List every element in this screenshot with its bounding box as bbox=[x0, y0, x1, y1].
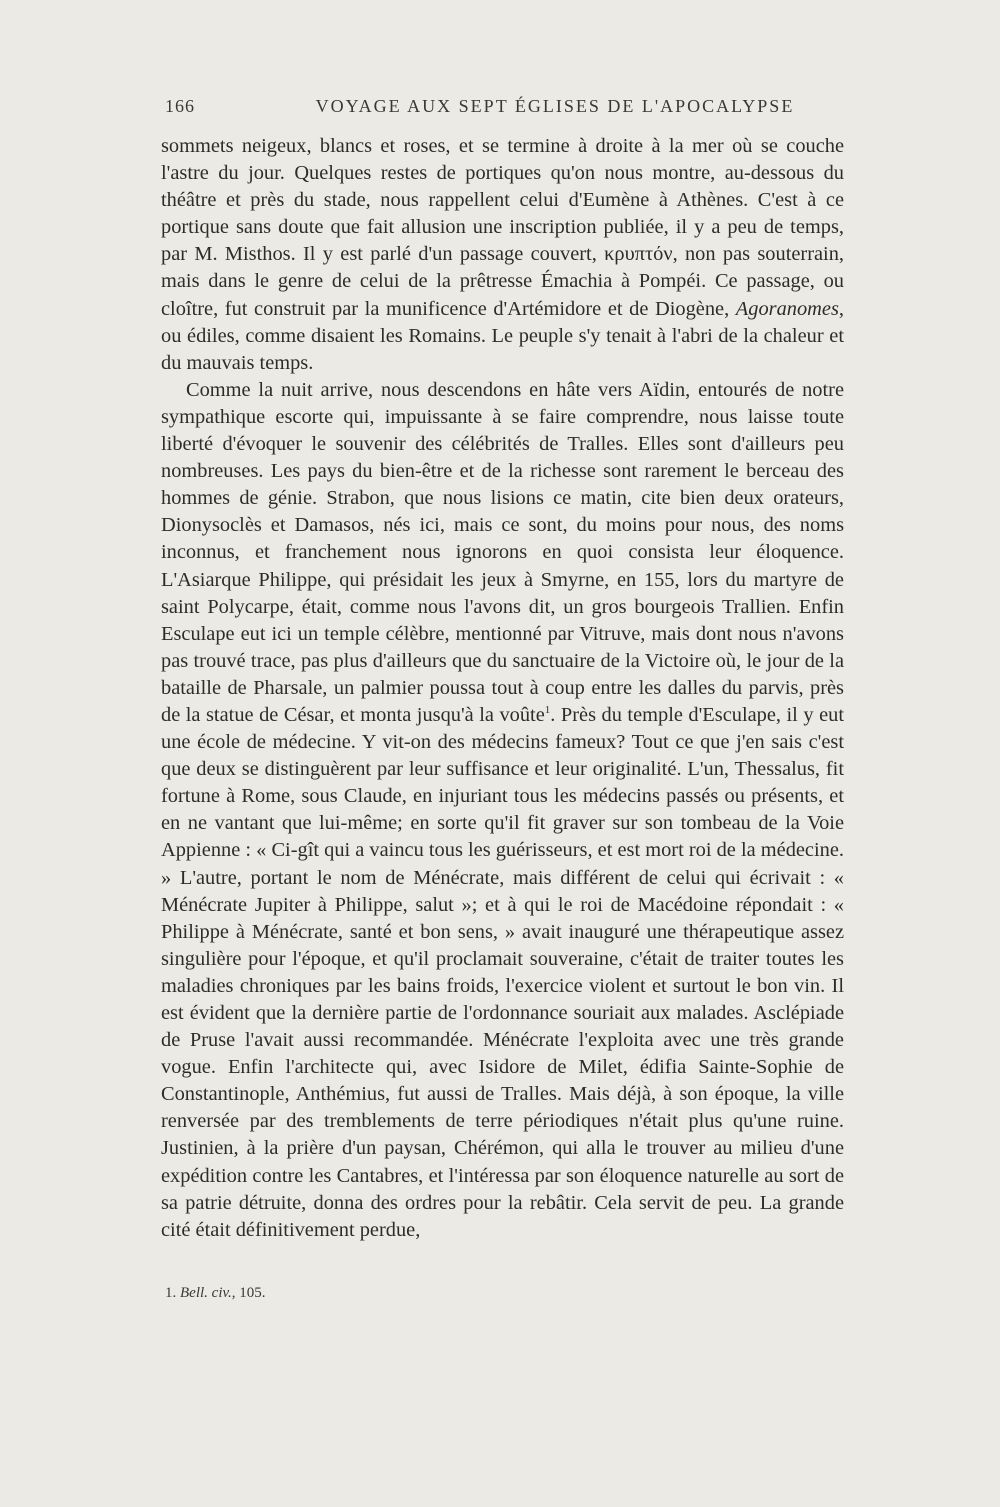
footnote bbox=[165, 1285, 845, 1302]
paragraph-text: , ou édiles, comme disaient les Romains. Le peuple s'y tenait à l'abri de la chaleur et du mauvais temps. bbox=[161, 297, 844, 374]
running-title: VOYAGE AUX SEPT ÉGLISES DE L'APOCALYPSE bbox=[315, 96, 795, 116]
footnote-citation-page: , 105. bbox=[231, 1285, 266, 1301]
footnote-reference: 1 bbox=[544, 704, 551, 717]
italic-term: Agoranomes bbox=[735, 297, 839, 320]
paragraph-text: sommets neigeux, blancs et roses, et se termine à droite à la mer où se couche l'astre du jour. Quelques restes de portiques qu'on nous montre, au-dessous du théâtre et près du stade, nous rappellent celui d'Eumène à Athènes. C'est à ce portique sans doute que fait allusion une inscription publiée, il y a peu de temps, par M. Misthos. Il y est parlé d'un passage couvert, bbox=[161, 135, 844, 266]
paragraph bbox=[161, 377, 844, 1244]
paragraph-continued bbox=[161, 133, 844, 377]
greek-word: κρυπτόν bbox=[604, 243, 673, 266]
body-text bbox=[161, 133, 844, 1244]
running-head bbox=[165, 96, 845, 122]
page-number: 166 bbox=[165, 96, 195, 116]
footnote-number: 1. bbox=[165, 1285, 177, 1301]
footnote-citation-title: Bell. civ. bbox=[180, 1285, 232, 1301]
paragraph-text: , non pas souterrain, mais dans le genre de celui de la prêtresse Émachia à Pompéi. Ce passage, ou cloître, fut construit par la munificence d'Artémidore et de Diogène, bbox=[161, 243, 844, 320]
paragraph-text: Comme la nuit arrive, nous descendons en hâte vers Aïdin, entourés de notre sympathique escorte qui, impuissante à se faire comprendre, nous laisse toute liberté d'évoquer le souvenir des célébrités de Tralles. Elles sont d'ailleurs peu nombreuses. Les pays du bien-être et de la richesse sont rarement le berceau des hommes de génie. Strabon, que nous lisions ce matin, cite bien deux orateurs, Dionysoclès et Damasos, nés ici, mais ce sont, du moins pour nous, des noms inconnus, et franchement nous ignorons en quoi consista leur éloquence. L'Asiarque Philippe, qui présidait les jeux à Smyrne, en 155, lors du martyre de saint Polycarpe, était, comme nous l'avons dit, un gros bourgeois Trallien. Enfin Esculape eut ici un temple célèbre, mentionné par Vitruve, mais dont nous n'avons pas trouvé trace, pas plus d'ailleurs que du sanctuaire de la Victoire où, le jour de la bataille de Pharsale, un palmier poussa tout à coup entre les dalles du parvis, près de la statue de César, et monta jusqu'à la voûte bbox=[161, 378, 844, 726]
paragraph-text: . Près du temple d'Esculape, il y eut une école de médecine. Y vit-on des médecins fameux? Tout ce que j'en sais c'est que deux se distinguèrent par leur suffisance et leur originalité. L'un, Thessalus, fit fortune à Rome, sous Claude, en injuriant tous les médecins passés ou présents, et en ne vantant que lui-même; en sorte qu'il fit graver sur son tombeau de la Voie Appienne : « Ci-gît qui a vaincu tous les guérisseurs, et est mort roi de la médecine. » L'autre, portant le nom de Ménécrate, mais différent de celui qui écrivait : « Ménécrate Jupiter à Philippe, salut »; et à qui le roi de Macédoine répondait : « Philippe à Ménécrate, santé et bon sens, » avait inauguré une thérapeutique assez singulière pour l'époque, et qu'il proclamait souveraine, c'était de traiter toutes les maladies chroniques par les bains froids, l'exercice violent et surtout le bon vin. Il est évident que la dernière partie de l'ordonnance souriait aux malades. Asclépiade de Pruse l'avait aussi recommandée. Ménécrate l'exploita avec une très grande vogue. Enfin l'architecte qui, avec Isidore de Milet, édifia Sainte-Sophie de Constantinople, Anthémius, fut aussi de Tralles. Mais déjà, à son époque, la ville renversée par des tremblements de terre périodiques n'était plus qu'une ruine. Justinien, à la prière d'un paysan, Chérémon, qui alla le trouver au milieu d'une expédition contre les Cantabres, et l'intéressa par son éloquence naturelle au sort de sa patrie détruite, donna des ordres pour la rebâtir. Cela servit de peu. La grande cité était définitivement perdue, bbox=[161, 703, 844, 1241]
